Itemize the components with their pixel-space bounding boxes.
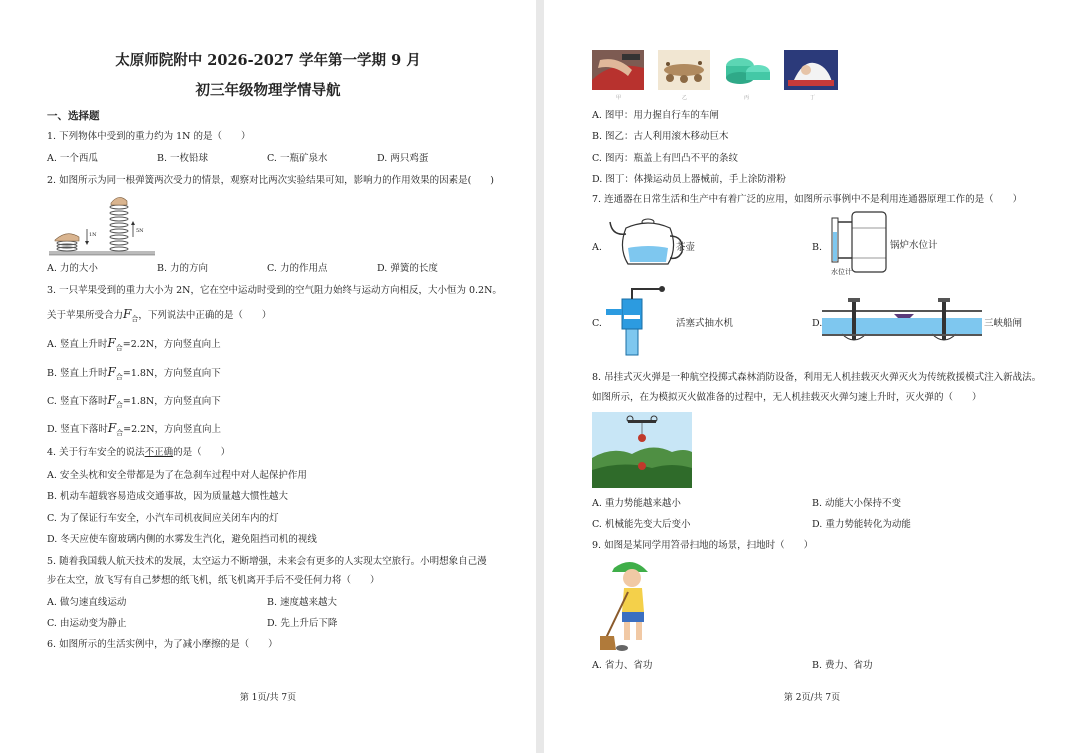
question-5-stem-line1: 5. 随着我国载人航天技术的发展，太空运力不断增强，未来会有更多的人实现太空旅行。小明想象自己漫 (47, 556, 487, 567)
question-4-stem: 4. 关于行车安全的说法不正确的是（ ） (47, 447, 231, 458)
q8-option-d[interactable]: D. 重力势能转化为动能 (812, 519, 911, 530)
question-1-stem: 1. 下列物体中受到的重力约为 1N 的是（ ） (47, 131, 251, 142)
q3-option-c[interactable]: C. 竖直下落时$F_合=1.8N$，方向竖直向下 (47, 393, 221, 409)
q8-option-b[interactable]: B. 动能大小保持不变 (812, 498, 902, 509)
question-5-stem-line2: 步在太空，放飞写有自己梦想的纸飞机，纸飞机离开手后不受任何力将（ ） (47, 575, 380, 586)
question-9-stem: 9. 如图是某同学用笤帚扫地的场景，扫地时（ ） (592, 540, 814, 551)
q7-option-a-letter[interactable]: A. (592, 242, 602, 253)
page-1-footer: 第 1页/共 7页 (239, 693, 297, 703)
piston-pump-figure (602, 285, 672, 357)
spring-figure (47, 193, 157, 259)
q7-option-d-letter[interactable]: D. (812, 318, 823, 329)
q5-option-d[interactable]: D. 先上升后下降 (267, 618, 338, 629)
q2-option-a[interactable]: A. 力的大小 (47, 263, 98, 274)
question-2-stem: 2. 如图所示为同一根弹簧两次受力的情景，观察对比两次实验结果可知，影响力的作用效果的因素是( ) (47, 175, 494, 186)
q5-option-b[interactable]: B. 速度越来越大 (267, 597, 338, 608)
q7-option-c-label: 活塞式抽水机 (676, 318, 734, 329)
gymnast-chalk-photo (784, 50, 838, 90)
q7-option-d-label: 三峡船闸 (984, 318, 1023, 329)
boiler-gauge-figure (822, 208, 892, 276)
water-gauge-label: 水位计 (831, 268, 852, 276)
q8-option-c[interactable]: C. 机械能先变大后变小 (592, 519, 691, 530)
q1-option-a[interactable]: A. 一个西瓜 (47, 153, 98, 164)
q6-option-d[interactable]: D. 图丁：体操运动员上器械前，手上涂防滑粉 (592, 174, 786, 185)
q8-option-a[interactable]: A. 重力势能越来越小 (592, 498, 681, 509)
q6-option-c[interactable]: C. 图丙：瓶盖上有凹凸不平的条纹 (592, 153, 738, 164)
q9-option-b[interactable]: B. 费力、省功 (812, 660, 873, 671)
q3-option-b[interactable]: B. 竖直上升时$F_合=1.8N$，方向竖直向下 (47, 365, 221, 381)
caption-bing: 丙 (744, 95, 750, 101)
exam-title-line1: 太原师院附中 2026-2027 学年第一学期 9 月 (115, 52, 421, 69)
q6-option-b[interactable]: B. 图乙：古人利用滚木移动巨木 (592, 131, 729, 142)
q3-option-a[interactable]: A. 竖直上升时$F_合=2.2N$，方向竖直向上 (47, 336, 221, 352)
q7-option-a-label: 茶壶 (676, 242, 696, 253)
q4-option-b[interactable]: B. 机动车超载容易造成交通事故，因为质量越大惯性越大 (47, 491, 289, 502)
page-2-footer: 第 2页/共 7页 (783, 693, 841, 703)
q2-option-c[interactable]: C. 力的作用点 (267, 263, 328, 274)
bottle-cap-photo (720, 50, 772, 90)
q5-option-c[interactable]: C. 由运动变为静止 (47, 618, 127, 629)
q2-option-d[interactable]: D. 弹簧的长度 (377, 263, 438, 274)
question-3-stem-line2: 关于苹果所受合力$F_合$，下列说法中正确的是（ ） (47, 307, 272, 323)
q1-option-b[interactable]: B. 一枚铅球 (157, 153, 209, 164)
q1-option-d[interactable]: D. 两只鸡蛋 (377, 153, 429, 164)
question-8-stem-line1: 8. 吊挂式灭火弹是一种航空投掷式森林消防设备，利用无人机挂载灭火弹灭火为传统救援模式注入新战法。 (592, 372, 1042, 383)
question-8-stem-line2: 如图所示，在为模拟灭火做准备的过程中，无人机挂载灭火弹匀速上升时，灭火弹的（ ） (592, 392, 982, 403)
bike-brake-photo (592, 50, 644, 90)
q4-option-a[interactable]: A. 安全头枕和安全带都是为了在急刹车过程中对人起保护作用 (47, 470, 307, 481)
q7-option-b-letter[interactable]: B. (812, 242, 823, 253)
q7-option-c-letter[interactable]: C. (592, 318, 602, 329)
caption-ding: 丁 (810, 95, 816, 101)
ship-lock-figure (822, 292, 982, 348)
exam-page-2 (544, 0, 1080, 753)
force-label-5n: 5N (136, 228, 144, 234)
q2-option-b[interactable]: B. 力的方向 (157, 263, 209, 274)
q5-option-a[interactable]: A. 做匀速直线运动 (47, 597, 127, 608)
force-label-1n: 1N (89, 232, 97, 238)
rolling-logs-picture (658, 50, 710, 90)
q6-option-a[interactable]: A. 图甲：用力握自行车的车闸 (592, 110, 719, 121)
q4-option-c[interactable]: C. 为了保证行车安全，小汽车司机夜间应关闭车内的灯 (47, 513, 279, 524)
q7-option-b-label: 锅炉水位计 (890, 240, 938, 251)
question-7-stem: 7. 连通器在日常生活和生产中有着广泛的应用，如图所示事例中不是利用连通器原理工作的是（ ） (592, 194, 1023, 205)
q1-option-c[interactable]: C. 一瓶矿泉水 (267, 153, 328, 164)
q4-option-d[interactable]: D. 冬天应使车窗玻璃内侧的水雾发生汽化，避免阻挡司机的视线 (47, 534, 317, 545)
exam-title-line2: 初三年级物理学情导航 (195, 82, 341, 99)
caption-yi: 乙 (682, 95, 688, 101)
sweeping-boy-figure (600, 556, 664, 652)
exam-page-1 (0, 0, 536, 753)
drone-fire-extinguisher-figure (592, 412, 692, 488)
q3-option-d[interactable]: D. 竖直下落时$F_合=2.2N$，方向竖直向上 (47, 421, 222, 437)
question-6-stem: 6. 如图所示的生活实例中，为了减小摩擦的是（ ） (47, 639, 278, 650)
caption-jia: 甲 (616, 95, 622, 101)
section-heading: 一、选择题 (47, 110, 100, 122)
q9-option-a[interactable]: A. 省力、省功 (592, 660, 653, 671)
question-3-stem-line1: 3. 一只苹果受到的重力大小为 2N，它在空中运动时受到的空气阻力始终与运动方向相反，大小恒为 0.2N。 (47, 285, 502, 296)
